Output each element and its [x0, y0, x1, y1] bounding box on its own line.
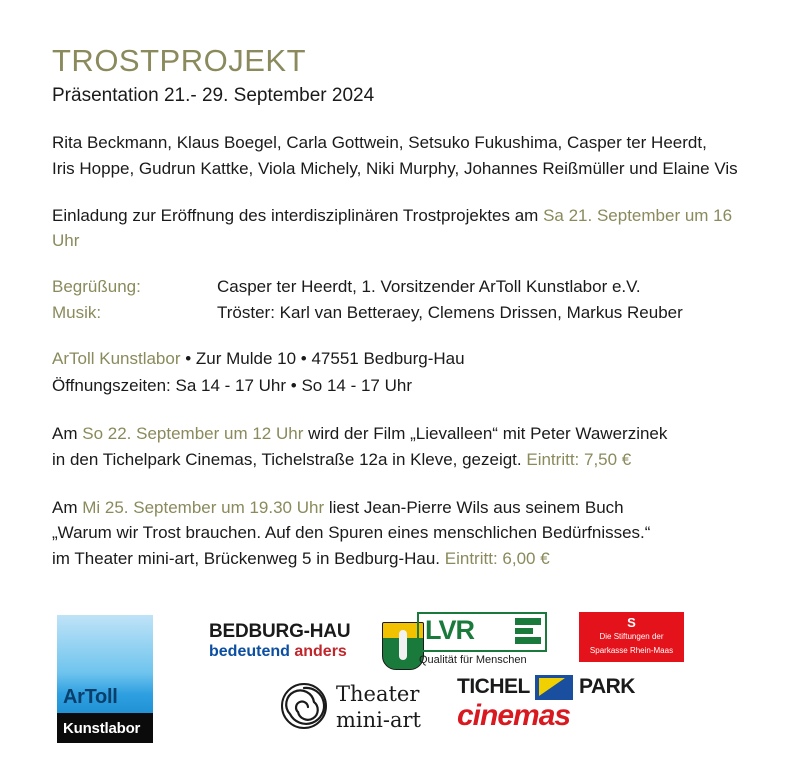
credits-label-greeting: Begrüßung:: [52, 276, 141, 296]
sparkasse-foundation-logo: [579, 612, 684, 662]
tichelpark-cinemas-logo: [457, 675, 662, 737]
event-film-line-1: [52, 421, 749, 447]
event-reading-date: Mi 25. September um 19.30 Uhr: [82, 497, 325, 517]
venue-name: ArToll Kunstlabor: [52, 349, 181, 369]
spiral-icon: [280, 682, 328, 730]
credits-value-music: Tröster: Karl van Betteraey, Clemens Drissen, Markus Reuber: [217, 302, 683, 322]
lvr-logo-slogan: Qualität für Menschen: [419, 654, 527, 666]
venue-block: [52, 346, 749, 399]
credits-value-greeting: Casper ter Heerdt, 1. Vorsitzender ArToll Kunstlabor e.V.: [217, 276, 641, 296]
tichelpark-logo-park: PARK: [579, 675, 635, 698]
tichelpark-mark-icon: [535, 675, 573, 700]
lvr-logo: [417, 612, 547, 672]
artoll-logo: [57, 615, 153, 743]
sparkasse-logo-line2: Sparkasse Rhein-Maas: [589, 645, 674, 655]
event-film-block: [52, 421, 749, 473]
bedburg-hau-slogan-part1: bedeutend: [209, 642, 295, 660]
event-film-body: wird der Film „Lievalleen“ mit Peter Wawerzinek: [303, 423, 668, 443]
theater-logo-line1: Theater: [336, 682, 420, 706]
event-reading-block: [52, 495, 749, 572]
venue-address: • Zur Mulde 10 • 47551 Bedburg-Hau: [180, 349, 465, 369]
event-reading-price: Eintritt: 6,00 €: [444, 549, 550, 569]
artist-list: [52, 130, 749, 183]
credits-row: [52, 300, 749, 326]
tichelpark-wordmark: [457, 675, 662, 701]
credits-row: [52, 274, 749, 300]
invitation-body: Einladung zur Eröffnung des interdisziplinären Trostprojektes am: [52, 205, 544, 225]
page-title: TROSTPROJEKT: [52, 43, 307, 78]
lvr-logo-name: LVR: [425, 615, 474, 645]
theater-mini-art-name: [336, 682, 421, 733]
venue-opening-hours: Öffnungszeiten: Sa 14 - 17 Uhr • So 14 - 17 Uhr: [52, 375, 413, 395]
artist-list-line-2: Iris Hoppe, Gudrun Kattke, Viola Michely, Niki Murphy, Johannes Reißmüller und Elaine Vis: [52, 159, 738, 179]
bedburg-hau-logo: [209, 622, 424, 670]
bedburg-hau-slogan-part2: anders: [294, 642, 347, 660]
tichelpark-logo-tichel: TICHEL: [457, 675, 530, 698]
crest-key-icon: [399, 630, 407, 660]
artist-list-line-1: Rita Beckmann, Klaus Boegel, Carla Gottwein, Setsuko Fukushima, Casper ter Heerdt,: [52, 132, 707, 152]
event-film-price: Eintritt: 7,50 €: [526, 449, 632, 469]
event-reading-body: liest Jean-Pierre Wils aus seinem Buch: [324, 497, 624, 517]
tichelpark-logo-cinemas: cinemas: [457, 699, 571, 732]
artoll-logo-sub: Kunstlabor: [57, 713, 153, 743]
sparkasse-logo-line1: Die Stiftungen der: [599, 632, 664, 641]
invitation-text: [52, 203, 749, 254]
credits-label-music: Musik:: [52, 302, 102, 322]
invitation-date: Sa 21. September um 16 Uhr: [52, 205, 733, 251]
event-film-line-2: [52, 447, 749, 473]
sponsor-logos: [52, 600, 761, 760]
bedburg-hau-logo-name: BEDBURG-HAU: [209, 621, 351, 642]
event-film-prefix: Am: [52, 423, 83, 443]
theater-mini-art-logo: [280, 678, 470, 738]
venue-address-line: [52, 346, 749, 372]
event-reading-prefix: Am: [52, 497, 83, 517]
event-reading-line-1: [52, 495, 749, 521]
presentation-dates: Präsentation 21.- 29. September 2024: [52, 85, 375, 107]
theater-logo-line2: mini-art: [336, 707, 421, 732]
credits-block: [52, 274, 749, 327]
event-film-date: So 22. September um 12 Uhr: [82, 423, 304, 443]
lvr-mark-icon: [515, 618, 541, 644]
event-reading-location: im Theater mini-art, Brückenweg 5 in Bedburg-Hau.: [52, 549, 445, 569]
sparkasse-s-icon: S: [627, 615, 636, 630]
event-reading-line-3: [52, 546, 749, 572]
artoll-logo-name: ArToll: [63, 686, 118, 708]
event-reading-line-2: „Warum wir Trost brauchen. Auf den Spuren eines menschlichen Bedürfnisses.“: [52, 523, 651, 543]
event-film-location: in den Tichelpark Cinemas, Tichelstraße 12a in Kleve, gezeigt.: [52, 449, 527, 469]
